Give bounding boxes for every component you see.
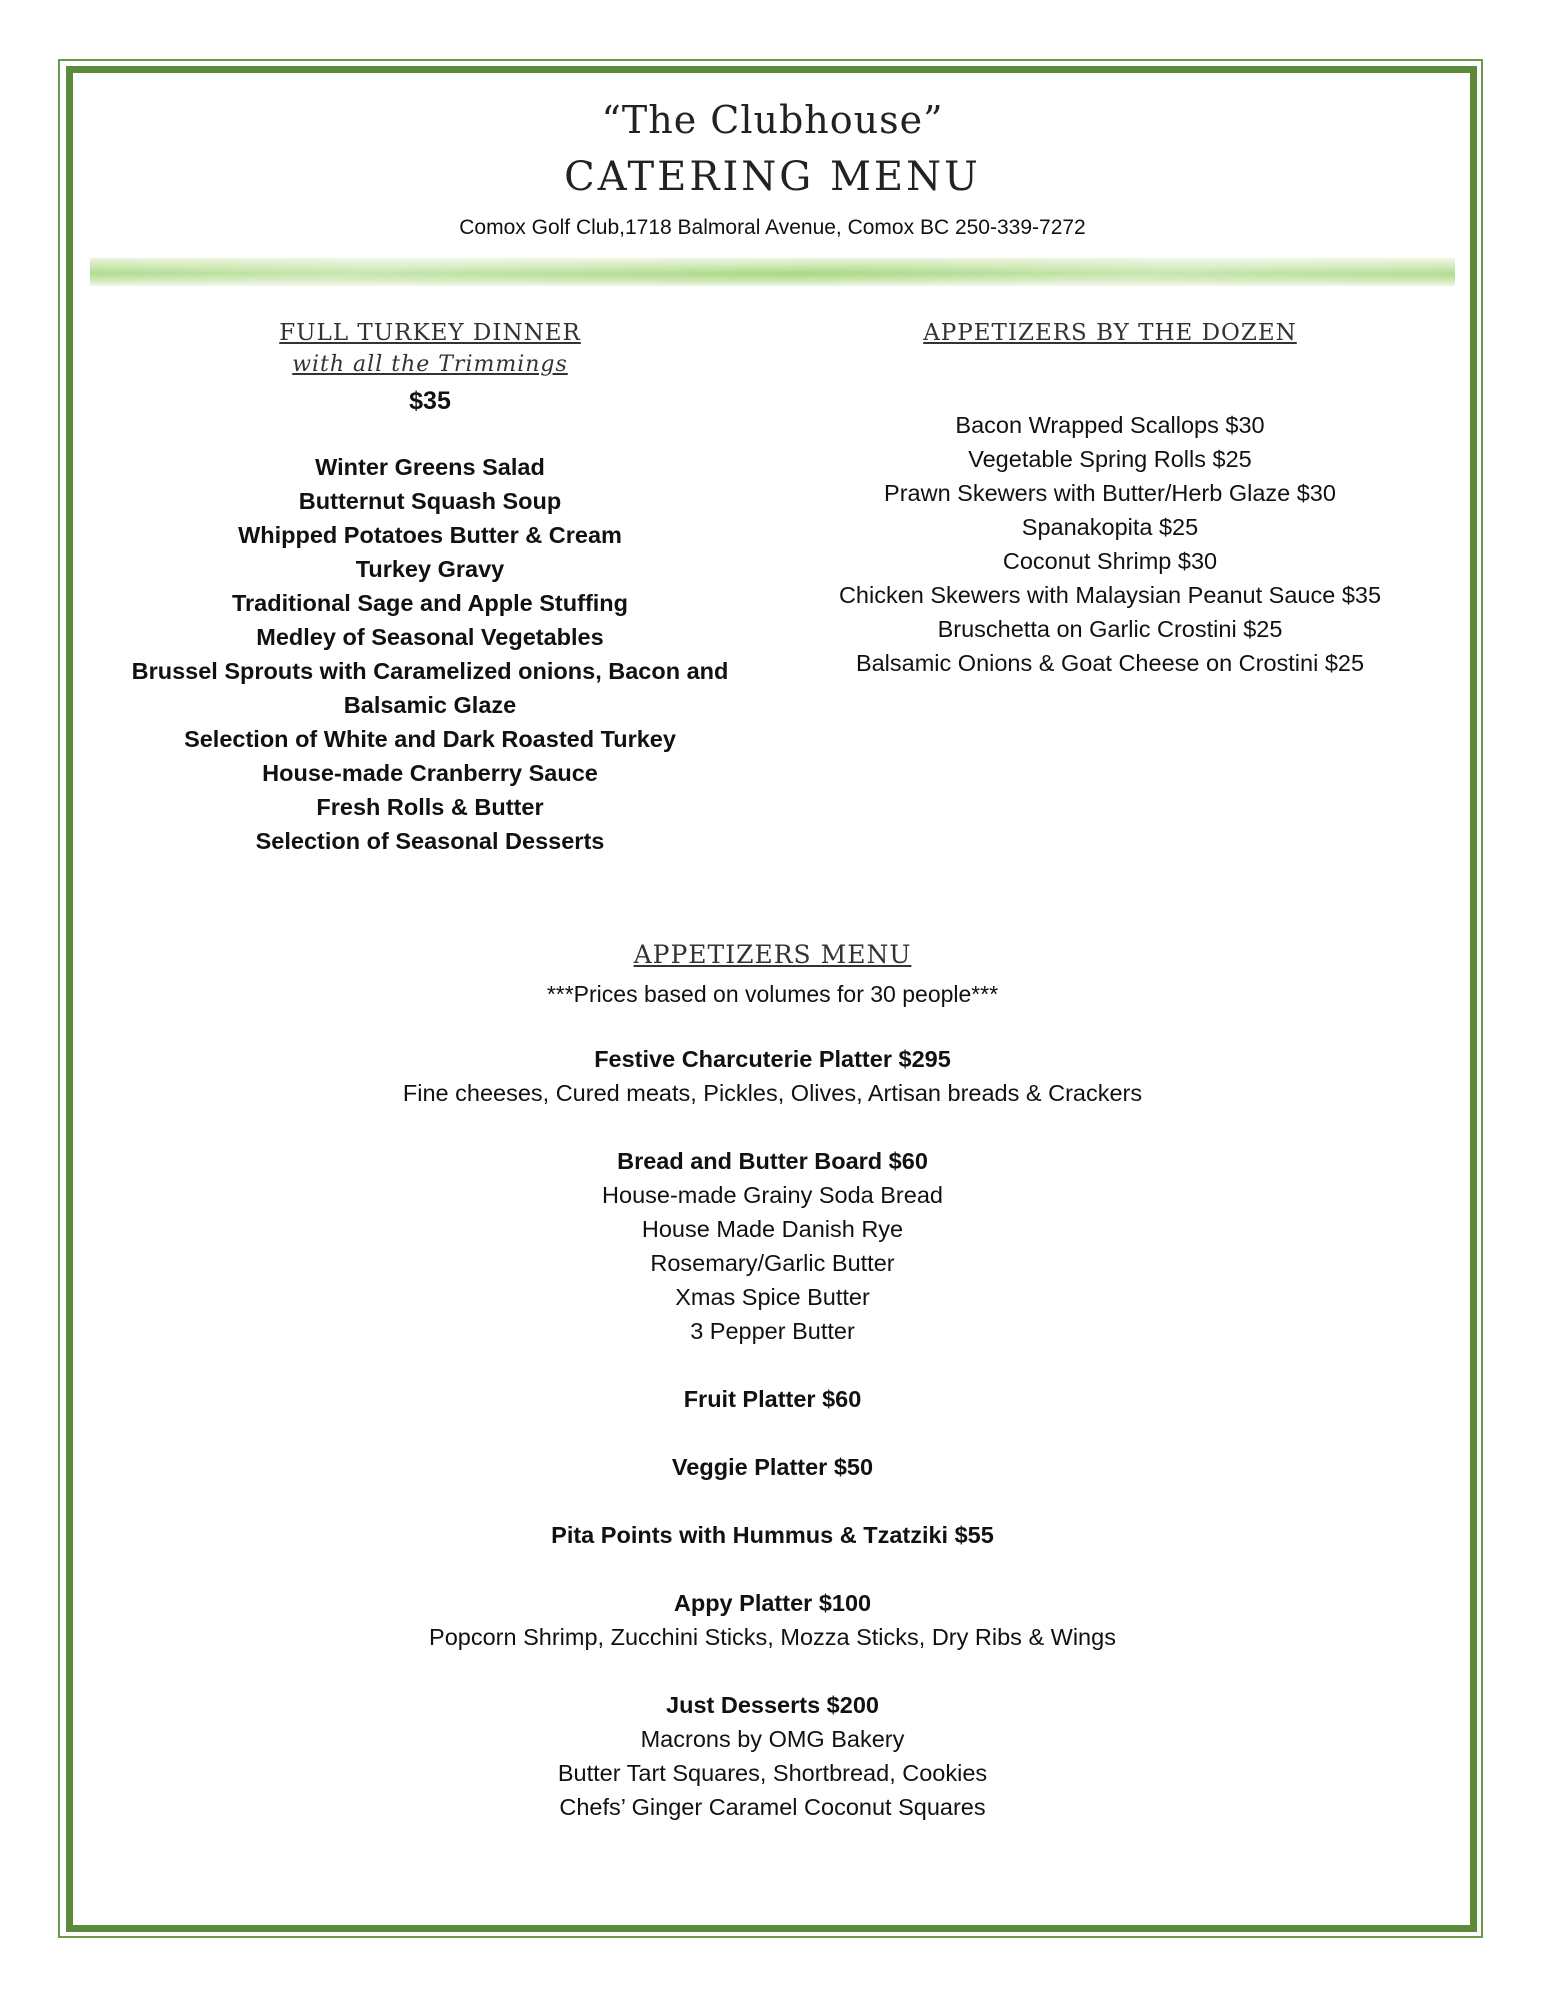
menu-item: Whipped Potatoes Butter & Cream [238, 522, 622, 548]
menu-item: Selection of White and Dark Roasted Turkey [184, 726, 676, 752]
menu-item: Winter Greens Salad [315, 454, 545, 480]
appetizers-menu-heading: APPETIZERS MENU [633, 940, 912, 969]
menu-item: Spanakopita $25 [1021, 514, 1199, 540]
turkey-dinner-section [110, 320, 750, 858]
decorative-green-banner [90, 258, 1455, 286]
menu-item: Chicken Skewers with Malaysian Peanut Sauce $35 [838, 582, 1382, 608]
menu-item: Vegetable Spring Rolls $25 [968, 446, 1252, 472]
menu-block-veggie [0, 1450, 1545, 1484]
turkey-dinner-subheading: with all the Trimmings [292, 352, 568, 377]
menu-block-line: House-made Grainy Soda Bread [602, 1182, 943, 1208]
menu-item: Balsamic Glaze [343, 692, 517, 718]
menu-block-charcuterie [0, 1042, 1545, 1110]
menu-item: Bacon Wrapped Scallops $30 [955, 412, 1265, 438]
address-line: Comox Golf Club,1718 Balmoral Avenue, Comox BC 250-339-7272 [459, 216, 1086, 239]
appetizers-menu-section [0, 940, 1545, 1824]
menu-block-line: 3 Pepper Butter [690, 1318, 855, 1344]
menu-item: Medley of Seasonal Vegetables [256, 624, 604, 650]
menu-block-title: Festive Charcuterie Platter $295 [594, 1046, 951, 1072]
menu-block-line: Popcorn Shrimp, Zucchini Sticks, Mozza Sticks, Dry Ribs & Wings [429, 1624, 1116, 1650]
menu-item: Turkey Gravy [355, 556, 505, 582]
menu-block-appy [0, 1586, 1545, 1654]
turkey-dinner-price: $35 [409, 387, 451, 415]
appetizers-dozen-items [800, 408, 1420, 680]
menu-block-line: Rosemary/Garlic Butter [650, 1250, 895, 1276]
menu-block-line: Macrons by OMG Bakery [640, 1726, 905, 1752]
menu-block-line: Xmas Spice Butter [675, 1284, 870, 1310]
menu-block-line: Butter Tart Squares, Shortbread, Cookies [557, 1760, 988, 1786]
turkey-dinner-heading: FULL TURKEY DINNER [279, 320, 581, 346]
menu-block-title: Fruit Platter $60 [683, 1386, 862, 1412]
menu-item: Brussel Sprouts with Caramelized onions, Bacon and [131, 658, 729, 684]
menu-item: Bruschetta on Garlic Crostini $25 [937, 616, 1283, 642]
menu-block-title: Pita Points with Hummus & Tzatziki $55 [551, 1522, 994, 1548]
menu-block-bread-butter [0, 1144, 1545, 1348]
menu-block-line: Fine cheeses, Cured meats, Pickles, Olives, Artisan breads & Crackers [402, 1080, 1143, 1106]
menu-item: Selection of Seasonal Desserts [255, 828, 605, 854]
menu-block-line: Chefs’ Ginger Caramel Coconut Squares [559, 1794, 986, 1820]
menu-item: Traditional Sage and Apple Stuffing [231, 590, 629, 616]
menu-block-line: House Made Danish Rye [641, 1216, 904, 1242]
page-title: CATERING MENU [564, 154, 981, 200]
menu-item: Prawn Skewers with Butter/Herb Glaze $30 [884, 480, 1336, 506]
appetizers-dozen-section [800, 320, 1420, 680]
menu-block-title: Veggie Platter $50 [671, 1454, 874, 1480]
menu-item: Coconut Shrimp $30 [1002, 548, 1218, 574]
appetizers-dozen-heading: APPETIZERS BY THE DOZEN [923, 320, 1297, 346]
menu-block-title: Just Desserts $200 [666, 1692, 879, 1718]
menu-item: Fresh Rolls & Butter [316, 794, 544, 820]
menu-block-title: Appy Platter $100 [673, 1590, 872, 1616]
turkey-dinner-items [110, 450, 750, 858]
menu-item: Balsamic Onions & Goat Cheese on Crostini $25 [855, 650, 1365, 676]
menu-item: Butternut Squash Soup [298, 488, 562, 514]
restaurant-name: “The Clubhouse” [601, 98, 944, 142]
menu-block-title: Bread and Butter Board $60 [617, 1148, 928, 1174]
menu-block-pita [0, 1518, 1545, 1552]
menu-block-desserts [0, 1688, 1545, 1824]
menu-block-fruit [0, 1382, 1545, 1416]
pricing-note: ***Prices based on volumes for 30 people*** [546, 981, 999, 1007]
menu-item: House-made Cranberry Sauce [262, 760, 598, 786]
